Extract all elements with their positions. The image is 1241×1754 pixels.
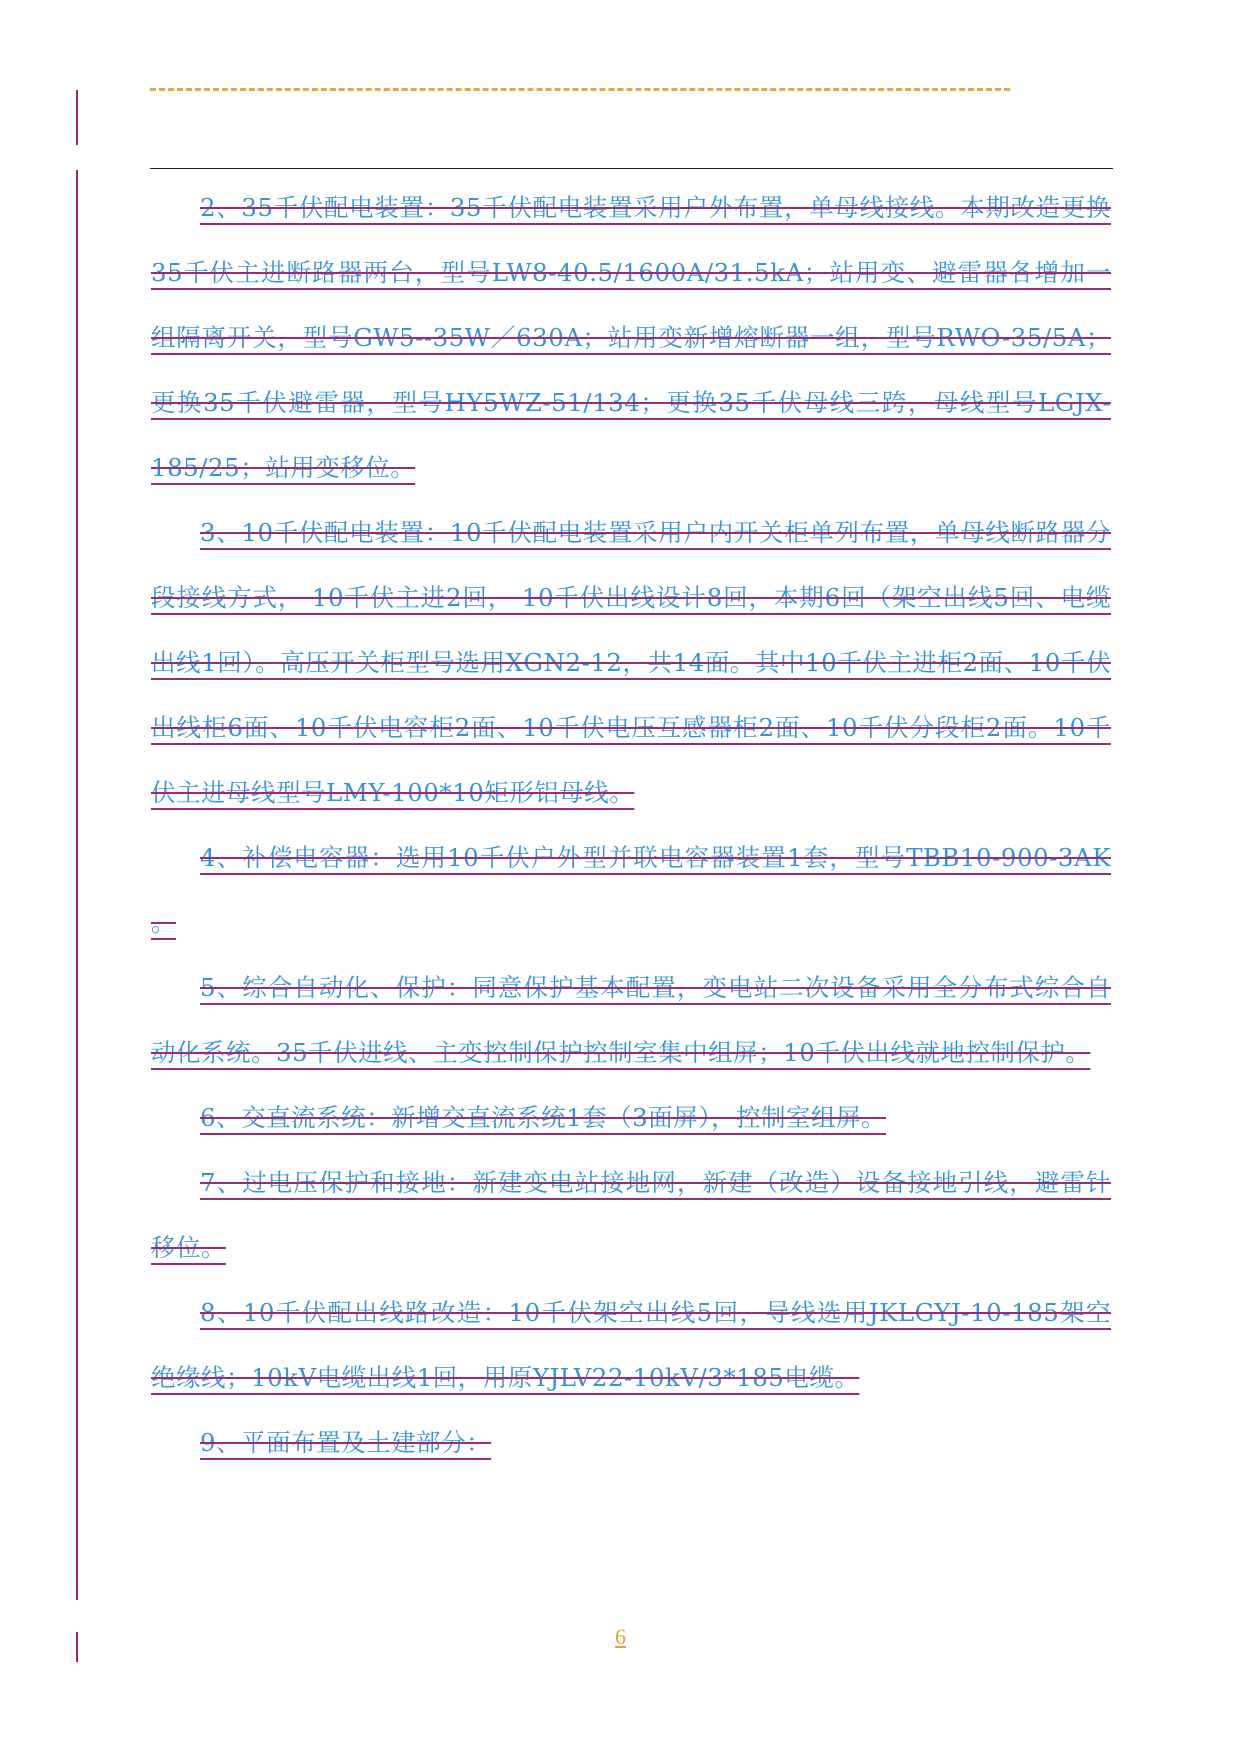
paragraph-35kv-switchgear: 2、35千伏配电装置：35千伏配电装置采用户外布置，单母线接线。本期改造更换35千伏主进断路器两台，型号LW8-40.5/1600A/31.5kA；站用变、避雷器各增加一组隔离开关，型号GW5--35W／630A；站用变新增熔断器一组，型号RWO-35/5A；更换35千伏避雷器，型号HY5WZ-51/134；更换35千伏母线三跨，母线型号LGJX-185/25；站用变移位。 bbox=[151, 193, 1111, 482]
paragraph-automation-protection: 5、综合自动化、保护：同意保护基本配置，变电站二次设备采用全分布式综合自动化系统。35千伏进线、主变控制保护控制室集中组屏；10千伏出线就地控制保护。 bbox=[151, 973, 1111, 1067]
paragraph-10kv-lines: 8、10千伏配出线路改造：10千伏架空出线5回，导线选用JKLGYJ-10-185架空绝缘线；10kV电缆出线1回，用原YJLV22-10kV/3*185电缆。 bbox=[151, 1298, 1111, 1392]
paragraph-10kv-switchgear: 3、10千伏配电装置：10千伏配电装置采用户内开关柜单列布置，单母线断路器分段接线方式， 10千伏主进2回， 10千伏出线设计8回，本期6回（架空出线5回、电缆出线1回）。高压开关柜型号选用XGN2-12，共14面。其中10千伏主进柜2面、10千伏出线柜6面、10千伏电容柜2面、10千伏电压互感器柜2面、10千伏分段柜2面。10千伏主进母线型号LMY-100*10矩形铝母线。 bbox=[151, 518, 1111, 807]
paragraph-layout-civil: 9、平面布置及土建部分： bbox=[200, 1428, 492, 1457]
page-number: 6 bbox=[615, 1624, 626, 1649]
paragraph-capacitor: 4、补偿电容器：选用10千伏户外型并联电容器装置1套，型号TBB10-900-3AK 。 bbox=[151, 843, 1111, 937]
revision-change-bar bbox=[76, 90, 78, 145]
revision-change-bar bbox=[76, 170, 78, 1600]
paragraph-ac-dc-system: 6、交直流系统：新增交直流系统1套（3面屏），控制室组屏。 bbox=[200, 1103, 887, 1132]
header-dashed-rule bbox=[150, 88, 1010, 91]
document-body bbox=[151, 175, 1111, 1475]
paragraph-overvoltage-grounding: 7、过电压保护和接地：新建变电站接地网，新建（改造）设备接地引线，避雷针移位。 bbox=[151, 1168, 1111, 1262]
header-rule bbox=[150, 168, 1113, 169]
